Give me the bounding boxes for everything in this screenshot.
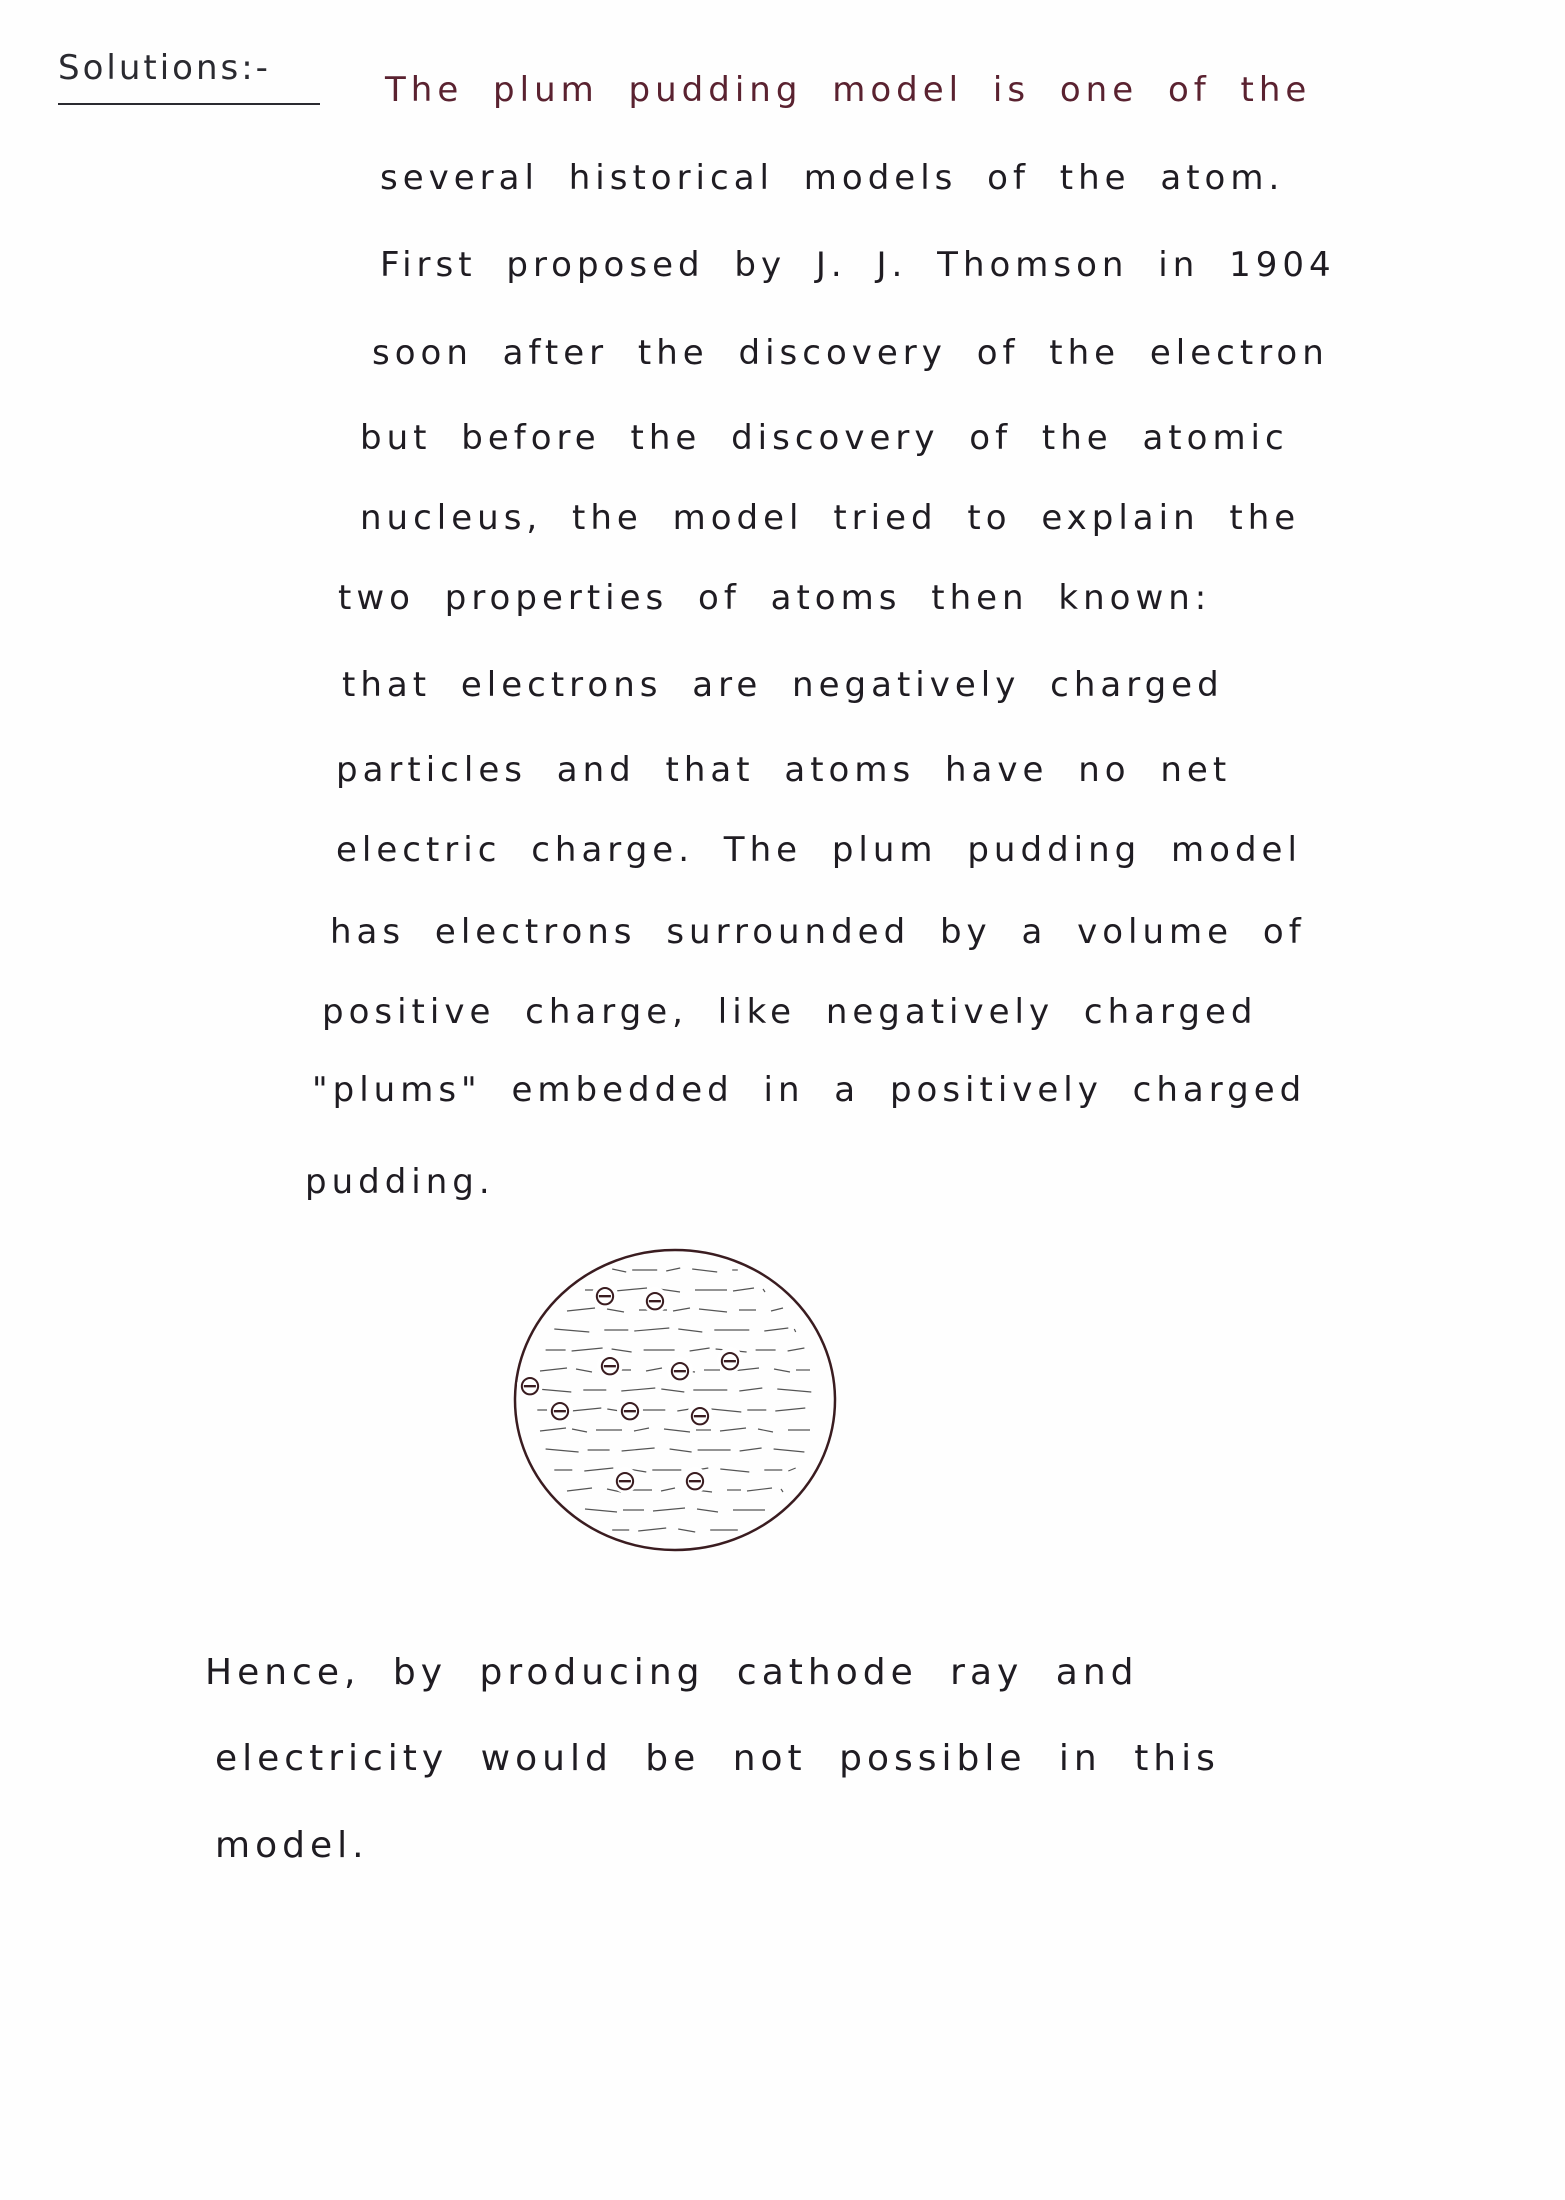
electron-symbol: ⊖ — [688, 1399, 712, 1432]
hatch-stroke — [740, 1448, 762, 1451]
paragraph-line: electric charge. The plum pudding model — [336, 830, 1302, 870]
hatch-stroke — [634, 1428, 649, 1431]
paragraph-line: several historical models of the atom. — [380, 158, 1285, 198]
paragraph-line: soon after the discovery of the electron — [372, 333, 1329, 373]
hatch-stroke — [646, 1368, 662, 1371]
paragraph-line: has electrons surrounded by a volume of — [330, 912, 1306, 952]
paragraph-line: "plums" embedded in a positively charged — [312, 1070, 1307, 1110]
hatch-stroke — [697, 1509, 718, 1512]
hatch-stroke — [678, 1329, 702, 1332]
electron-symbol: ⊖ — [593, 1279, 617, 1312]
conclusion-line: electricity would be not possible in this — [215, 1738, 1220, 1779]
hatch-stroke — [720, 1428, 746, 1431]
hatch-stroke — [678, 1529, 695, 1532]
electron-symbol: ⊖ — [613, 1464, 637, 1497]
hatch-stroke — [653, 1508, 685, 1511]
hatch-stroke — [711, 1409, 741, 1412]
electron-symbol: ⊖ — [683, 1464, 707, 1497]
solutions-label: Solutions:- — [58, 48, 271, 88]
hatch-stroke — [572, 1429, 587, 1432]
paragraph-line: nucleus, the model tried to explain the — [360, 498, 1301, 538]
paragraph-line: positive charge, like negatively charged — [322, 992, 1258, 1032]
hatch-stroke — [774, 1369, 790, 1372]
electron-symbol: ⊖ — [598, 1349, 622, 1382]
hatch-stroke — [777, 1389, 811, 1392]
label-underline — [58, 103, 320, 105]
hatch-stroke — [774, 1449, 805, 1452]
hatch-stroke — [747, 1488, 772, 1491]
paragraph-line: but before the discovery of the atomic — [360, 418, 1289, 458]
hatch-stroke — [576, 1369, 592, 1372]
hatch-stroke — [615, 1288, 647, 1291]
hatch-stroke — [764, 1328, 788, 1331]
hatch-stroke — [546, 1449, 579, 1452]
hatch-stroke — [692, 1269, 717, 1272]
hatch-stroke — [540, 1428, 566, 1431]
hatch-stroke — [612, 1269, 626, 1272]
conclusion-line: model. — [215, 1825, 369, 1866]
paragraph-line: that electrons are negatively charged — [342, 665, 1224, 705]
paragraph-line: pudding. — [305, 1162, 495, 1202]
hatch-stroke — [733, 1288, 754, 1291]
hatch-stroke — [621, 1388, 655, 1391]
hatch-stroke — [771, 1308, 783, 1311]
hatch-stroke — [739, 1388, 762, 1391]
hatch-stroke — [567, 1488, 592, 1491]
conclusion-line: Hence, by producing cathode ray and — [205, 1652, 1139, 1693]
hatch-stroke — [666, 1268, 680, 1271]
electron-symbol: ⊖ — [718, 1344, 742, 1377]
hatch-stroke — [554, 1329, 589, 1332]
electron-symbol: ⊖ — [643, 1284, 667, 1317]
hatch-stroke — [584, 1468, 613, 1471]
hatch-stroke — [585, 1509, 617, 1512]
paragraph-line: two properties of atoms then known: — [338, 578, 1212, 618]
positive-charge-hatching — [537, 1268, 811, 1532]
hatch-stroke — [690, 1348, 710, 1351]
hatch-stroke — [699, 1309, 727, 1312]
hatch-stroke — [794, 1329, 795, 1332]
electron-symbol: ⊖ — [618, 1394, 642, 1427]
paragraph-line: particles and that atoms have no net — [336, 750, 1232, 790]
hatch-stroke — [720, 1469, 749, 1472]
hatch-stroke — [622, 1448, 655, 1451]
electron-symbol: ⊖ — [668, 1354, 692, 1387]
hatch-stroke — [673, 1308, 690, 1311]
hatch-stroke — [781, 1489, 783, 1492]
electron-symbol: ⊖ — [518, 1369, 542, 1402]
hatch-stroke — [571, 1408, 601, 1411]
electron-symbol: ⊖ — [548, 1394, 572, 1427]
hatch-stroke — [788, 1348, 805, 1351]
hatch-stroke — [670, 1449, 692, 1452]
hatch-stroke — [661, 1389, 684, 1392]
hatch-stroke — [661, 1488, 675, 1491]
hatch-stroke — [634, 1328, 669, 1331]
hatch-stroke — [775, 1408, 805, 1411]
hatch-stroke — [664, 1429, 690, 1432]
hatch-stroke — [788, 1468, 795, 1471]
hatch-stroke — [758, 1429, 773, 1432]
hatch-stroke — [763, 1289, 765, 1292]
plum-pudding-model-diagram — [505, 1240, 845, 1560]
hatch-stroke — [540, 1368, 567, 1371]
hatch-stroke — [638, 1528, 666, 1531]
hatch-stroke — [537, 1389, 571, 1392]
hatch-stroke — [567, 1308, 595, 1311]
electrons-group — [517, 1279, 743, 1497]
paragraph-line: The plum pudding model is one of the — [385, 70, 1312, 110]
paragraph-line: First proposed by J. J. Thomson in 1904 — [380, 245, 1336, 285]
